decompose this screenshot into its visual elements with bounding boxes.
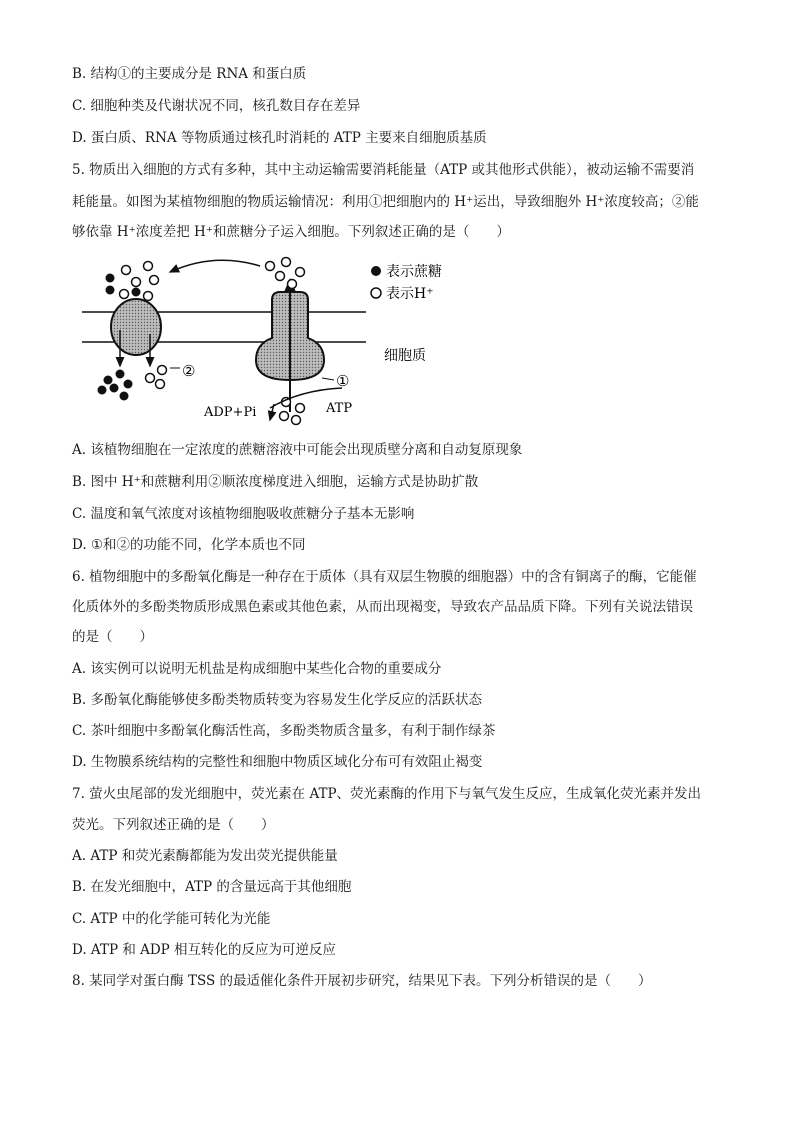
q6-stem-line-3: 的是（ ） [72,629,153,645]
q7-option-b: B. 在发光细胞中，ATP 的含量远高于其他细胞 [72,879,352,895]
q6-stem-line-1: 6. 植物细胞中的多酚氧化酶是一种存在于质体（具有双层生物膜的细胞器）中的含有铜离子的酶，它能催 [72,569,697,585]
q5-stem-line-2: 耗能量。如图为某植物细胞的物质运输情况：利用①把细胞内的 H⁺运出，导致细胞外 H⁺浓度较高；②能 [72,194,699,210]
q7-stem-line-1: 7. 萤火虫尾部的发光细胞中，荧光素在 ATP、荧光素酶的作用下与氧气发生反应，生成氧化荧光素并发出 [72,786,702,802]
q6-option-a: A. 该实例可以说明无机盐是构成细胞中某些化合物的重要成分 [72,661,442,677]
q5-stem-line-3: 够依靠 H⁺浓度差把 H⁺和蔗糖分子运入细胞。下列叙述正确的是（ ） [72,224,510,240]
legend-h-label: 表示H⁺ [386,286,434,302]
q5-stem-line-1: 5. 物质出入细胞的方式有多种，其中主动运输需要消耗能量（ATP 或其他形式供能），被动运输不需要消 [72,162,695,178]
q6-stem-line-2: 化质体外的多酚类物质形成黑色素或其他色素，从而出现褐变，导致农产品品质下降。下列有关说法错误 [72,599,693,615]
q5-option-d: D. ①和②的功能不同，化学本质也不同 [72,537,306,553]
legend-sucrose-label: 表示蔗糖 [386,264,442,280]
q5-option-c: C. 温度和氧气浓度对该植物细胞吸收蔗糖分子基本无影响 [72,506,415,522]
label-cytoplasm: 细胞质 [384,348,426,364]
h-ions-inside-left [146,366,167,389]
q7-stem-line-2: 荧光。下列叙述正确的是（ ） [72,817,275,833]
q5-option-b: B. 图中 H⁺和蔗糖利用②顺浓度梯度进入细胞，运输方式是协助扩散 [72,474,479,490]
carrier-protein-2 [111,299,161,355]
figure-legend [371,263,442,302]
q8-stem-line-1: 8. 某同学对蛋白酶 TSS 的最适催化条件开展初步研究，结果见下表。下列分析错误的是（ ） [72,973,652,989]
h-ions-outside-right [266,258,305,289]
q4-option-d: D. 蛋白质、RNA 等物质通过核孔时消耗的 ATP 主要来自细胞质基质 [72,130,487,146]
sucrose-inside [98,370,133,401]
label-carrier-2: ② [182,362,196,380]
label-adp: ADP+Pi [204,405,257,420]
q7-option-d: D. ATP 和 ADP 相互转化的反应为可逆反应 [72,942,337,958]
h-flow-arrow [170,260,260,272]
label-pump-1: ① [336,372,350,390]
q4-option-b: B. 结构①的主要成分是 RNA 和蛋白质 [72,66,307,82]
label-atp: ATP [326,401,353,416]
proton-pump-1 [256,280,324,412]
q6-option-d: D. 生物膜系统结构的完整性和细胞中物质区域化分布可有效阻止褐变 [72,754,483,770]
q7-option-c: C. ATP 中的化学能可转化为光能 [72,911,271,927]
q7-option-a: A. ATP 和荧光素酶都能为发出荧光提供能量 [72,848,338,864]
membrane-transport-figure [74,252,474,428]
q4-option-c: C. 细胞种类及代谢状况不同，核孔数目存在差异 [72,98,361,114]
q6-option-c: C. 茶叶细胞中多酚氧化酶活性高，多酚类物质含量多，有利于制作绿茶 [72,723,496,739]
q5-option-a: A. 该植物细胞在一定浓度的蔗糖溶液中可能会出现质壁分离和自动复原现象 [72,442,523,458]
q6-option-b: B. 多酚氧化酶能够使多酚类物质转变为容易发生化学反应的活跃状态 [72,692,483,708]
